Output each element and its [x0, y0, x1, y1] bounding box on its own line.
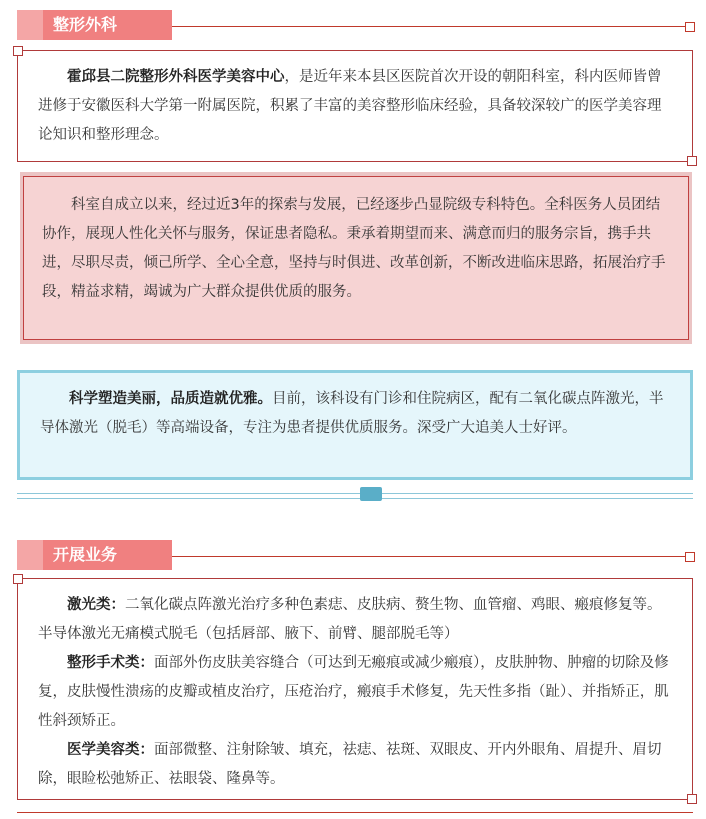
- service-text: 面部外伤皮肤美容缝合（可达到无瘢痕或减少瘢痕），皮肤肿物、肿瘤的切除及修复，皮肤慢性溃疡的皮瓣或植皮治疗，压疮治疗，瘢痕手术修复，先天性多指（趾）、并指矫正，肌性斜颈矫正。: [38, 655, 669, 729]
- mission-bold: 科学塑造美丽，品质造就优雅。: [69, 391, 272, 407]
- section-title: 开展业务: [17, 540, 172, 570]
- corner-ornament: [687, 794, 697, 804]
- intro-box: [17, 50, 693, 162]
- intro-text: ，是近年来本县区医院首次开设的朝阳科室，科内医师皆曾进修于安徽医科大学第一附属医院，积累了丰富的美容整形临床经验，具备较深较广的医学美容理论知识和整形理念。: [38, 69, 662, 143]
- book-icon: [360, 487, 382, 501]
- service-item: [38, 736, 674, 794]
- mission-box: [17, 370, 693, 480]
- section-header-2: [17, 540, 693, 570]
- corner-ornament: [13, 574, 23, 584]
- service-text: 二氧化碳点阵激光治疗多种色素痣、皮肤病、赘生物、血管瘤、鸡眼、瘢痕修复等。 半导体激光无痛模式脱毛（包括唇部、腋下、前臂、腿部脱毛等）: [38, 597, 662, 642]
- corner-ornament: [13, 46, 23, 56]
- corner-ornament: [685, 22, 695, 32]
- service-label: 医学美容类：: [67, 742, 154, 758]
- mission-text: 目前，该科设有门诊和住院病区，配有二氧化碳点阵激光，半导体激光（脱毛）等高端设备，专注为患者提供优质服务。深受广大追美人士好评。: [40, 391, 664, 436]
- services-box: [17, 578, 693, 800]
- service-item: [38, 591, 674, 649]
- corner-ornament: [685, 552, 695, 562]
- section-title: 整形外科: [17, 10, 172, 40]
- header-rule: [172, 26, 693, 27]
- bottom-rule: [17, 812, 693, 813]
- service-label: 激光类：: [67, 597, 125, 613]
- corner-ornament: [687, 156, 697, 166]
- section-header-1: [17, 10, 693, 40]
- mission-paragraph: [40, 385, 672, 443]
- intro-bold: 霍邱县二院整形外科医学美容中心: [67, 69, 285, 85]
- intro-paragraph: [38, 63, 674, 150]
- history-paragraph: 科室自成立以来，经过近3年的探索与发展，已经逐步凸显院级专科特色。全科医务人员团结协作，展现人性化关怀与服务，保证患者隐私。秉承着期望而来、满意而归的服务宗旨，携手共进，尽职尽责，倾己所学、全心全意，坚持与时俱进、改革创新，不断改进临床思路，拓展治疗手段，精益求精，竭诚为广大群众提供优质的服务。: [42, 197, 666, 300]
- service-label: 整形手术类：: [67, 655, 154, 671]
- history-box: [23, 176, 689, 340]
- service-item: [38, 649, 674, 736]
- service-text: 面部微整、注射除皱、填充，祛痣、祛斑、双眼皮、开内外眼角、眉提升、眉切除，眼睑松弛矫正、祛眼袋、隆鼻等。: [38, 742, 662, 787]
- header-rule: [172, 556, 693, 557]
